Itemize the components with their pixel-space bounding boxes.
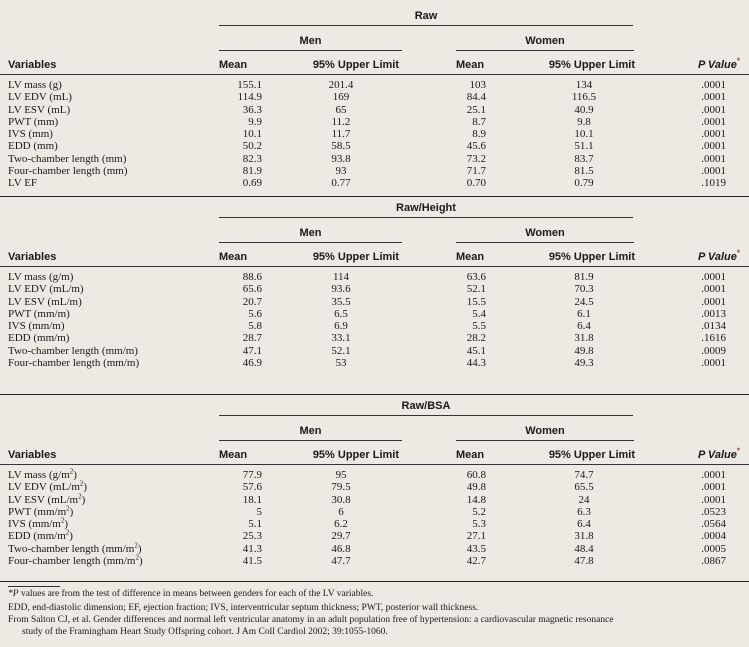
- column-header-p-value: [660, 56, 740, 71]
- row-label-tail: ): [137, 542, 142, 555]
- row-label: [8, 91, 72, 103]
- row-label-tail: ): [138, 554, 143, 567]
- column-header-men-mean: Mean: [219, 59, 248, 71]
- p-value-cell: .1616: [701, 332, 726, 345]
- women-upper-cell: 49.8: [574, 344, 594, 357]
- men-mean-cell: 82.3: [242, 152, 262, 165]
- row-label: [8, 540, 142, 555]
- row-label: [8, 530, 73, 542]
- men-mean-cell: 9.9: [248, 115, 262, 128]
- men-upper-cell: 47.7: [331, 554, 351, 567]
- p-value-cell: .0009: [701, 344, 726, 357]
- women-mean-cell: 5.5: [472, 320, 486, 332]
- section-title-rule: [219, 415, 633, 416]
- p-value-cell: .0001: [701, 115, 726, 128]
- women-mean-cell: 45.6: [466, 140, 486, 153]
- men-upper-cell: 65: [335, 103, 347, 116]
- group-title-men: Men: [299, 35, 322, 47]
- men-upper-cell: 6: [338, 505, 344, 518]
- women-mean-cell: 15.5: [466, 295, 486, 308]
- p-value-cell: .0001: [701, 103, 726, 116]
- men-mean-cell: 25.3: [242, 530, 262, 543]
- group-title-women: Women: [525, 425, 565, 437]
- row-label: [8, 153, 126, 165]
- row-label-text: LV mass (g): [8, 79, 62, 91]
- dagger-mark: *: [736, 248, 740, 258]
- men-upper-cell: 6.2: [334, 518, 348, 530]
- women-mean-cell: 27.1: [466, 530, 486, 543]
- p-value-cell: .0001: [701, 283, 726, 296]
- row-label-text: Four-chamber length (mm/m): [8, 356, 140, 369]
- row-label: [8, 116, 58, 128]
- men-upper-cell: 29.7: [331, 530, 351, 543]
- row-label-text: PWT (mm): [8, 115, 59, 128]
- column-header-women-mean: Mean: [456, 449, 485, 461]
- row-label-text: EDD (mm/m: [8, 530, 66, 543]
- p-value-cell: .0004: [701, 530, 726, 543]
- column-header-variables: Variables: [8, 59, 57, 71]
- p-value-cell: .0001: [701, 295, 726, 308]
- women-upper-cell: 81.9: [574, 271, 594, 283]
- dagger-mark: *: [736, 446, 740, 456]
- women-upper-cell: 24: [578, 493, 590, 506]
- footnote-abbreviations: EDD, end-diastolic dimension; EF, ejection fraction; IVS, interventricular septum thickness; PWT, posterior wall thickness.: [8, 603, 479, 613]
- men-mean-cell: 88.6: [242, 271, 262, 283]
- group-rule-women: [456, 440, 634, 441]
- row-label-text: LV mass (g/m: [8, 469, 70, 481]
- men-upper-cell: 79.5: [331, 481, 351, 494]
- men-mean-cell: 155.1: [237, 79, 262, 91]
- row-label: [8, 491, 86, 506]
- men-upper-cell: 169: [332, 91, 350, 104]
- row-label-text: LV ESV (mL): [8, 103, 71, 116]
- row-label-superscript: 2: [134, 540, 138, 549]
- men-mean-cell: 5.6: [248, 307, 262, 320]
- header-rule: [0, 464, 749, 465]
- p-value-cell: .0564: [701, 518, 726, 530]
- p-value-label: P Value: [697, 251, 737, 263]
- section-title: Raw/BSA: [401, 400, 451, 412]
- column-header-men-upper: 95% Upper Limit: [312, 251, 399, 263]
- p-value-cell: .0001: [701, 271, 726, 283]
- women-upper-cell: 83.7: [574, 152, 594, 165]
- p-value-cell: .0005: [701, 542, 726, 555]
- women-mean-cell: 42.7: [466, 554, 486, 567]
- section-title-rule: [219, 217, 633, 218]
- men-upper-cell: 93.6: [331, 283, 351, 296]
- men-mean-cell: 5: [256, 505, 262, 518]
- row-label-text: EDD (mm): [8, 140, 58, 153]
- row-label: [8, 555, 143, 567]
- row-label-tail: ): [73, 469, 77, 481]
- p-value-cell: .0001: [701, 493, 726, 506]
- women-mean-cell: 25.1: [466, 103, 486, 116]
- p-value-cell: .0001: [701, 469, 726, 481]
- column-header-variables: Variables: [8, 449, 57, 461]
- group-rule-men: [219, 242, 402, 243]
- row-label-tail: ): [69, 530, 73, 543]
- row-label: [8, 271, 73, 283]
- men-mean-cell: 0.69: [242, 177, 262, 189]
- women-mean-cell: 5.2: [472, 505, 486, 518]
- footnote-rule: [8, 586, 60, 587]
- row-label-tail: ): [69, 505, 74, 518]
- row-label-text: Two-chamber length (mm/m): [8, 344, 138, 357]
- women-upper-cell: 74.7: [574, 469, 594, 481]
- section-title: Raw: [414, 10, 438, 22]
- women-upper-cell: 10.1: [574, 128, 594, 140]
- group-rule-women: [456, 242, 634, 243]
- p-value-cell: .0001: [701, 152, 726, 165]
- women-upper-cell: 51.1: [574, 140, 594, 153]
- men-upper-cell: 0.77: [331, 177, 351, 189]
- row-label-text: PWT (mm/m): [8, 307, 70, 320]
- men-mean-cell: 46.9: [242, 356, 262, 369]
- women-upper-cell: 6.3: [577, 505, 591, 518]
- women-mean-cell: 71.7: [466, 164, 486, 177]
- row-label-text: LV ESV (mL/m): [8, 295, 82, 308]
- women-upper-cell: 70.3: [574, 283, 594, 296]
- p-value-cell: .0001: [701, 91, 726, 104]
- men-mean-cell: 20.7: [242, 295, 262, 308]
- row-label: [8, 308, 70, 320]
- row-label: [8, 104, 70, 116]
- women-upper-cell: 81.5: [574, 164, 594, 177]
- women-upper-cell: 0.79: [574, 177, 594, 189]
- women-upper-cell: 24.5: [574, 295, 594, 308]
- row-label: [8, 79, 62, 91]
- group-rule-women: [456, 50, 634, 51]
- women-upper-cell: 47.8: [574, 554, 594, 567]
- women-upper-cell: 9.8: [577, 115, 591, 128]
- p-value-cell: .0523: [701, 505, 726, 518]
- group-title-women: Women: [525, 227, 565, 239]
- women-upper-cell: 40.9: [574, 103, 594, 116]
- women-upper-cell: 48.4: [574, 542, 594, 555]
- row-label-text: Four-chamber length (mm): [8, 164, 128, 177]
- women-mean-cell: 8.9: [472, 128, 486, 140]
- women-upper-cell: 65.5: [574, 481, 594, 494]
- p-value-cell: .0001: [701, 356, 726, 369]
- women-upper-cell: 134: [575, 79, 593, 91]
- men-mean-cell: 36.3: [242, 103, 262, 116]
- women-upper-cell: 6.4: [577, 518, 591, 530]
- men-upper-cell: 52.1: [331, 344, 351, 357]
- men-mean-cell: 28.7: [242, 332, 262, 345]
- women-mean-cell: 5.3: [472, 518, 486, 530]
- footnote-source-cont: study of the Framingham Heart Study Offspring cohort. J Am Coll Cardiol 2002; 39:1055-1060.: [22, 627, 388, 637]
- men-upper-cell: 114: [332, 271, 350, 283]
- p-value-label: P Value: [697, 449, 737, 461]
- row-label-text: LV EDV (mL): [8, 91, 72, 104]
- p-value-cell: .0001: [701, 164, 726, 177]
- row-label-text: EDD (mm/m): [8, 332, 70, 345]
- row-label: [8, 128, 53, 140]
- men-upper-cell: 93.8: [331, 152, 351, 165]
- p-value-cell: .0867: [701, 554, 726, 567]
- row-label-text: PWT (mm/m: [8, 505, 67, 518]
- row-label: [8, 320, 65, 332]
- men-mean-cell: 41.5: [242, 554, 262, 567]
- women-mean-cell: 0.70: [466, 177, 486, 189]
- women-mean-cell: 14.8: [466, 493, 486, 506]
- men-upper-cell: 93: [335, 164, 347, 177]
- men-mean-cell: 5.8: [248, 320, 262, 332]
- row-label-superscript: 2: [135, 553, 139, 562]
- p-value-cell: .0134: [701, 320, 726, 332]
- row-label: [8, 357, 139, 369]
- section-top-rule: [0, 196, 749, 197]
- header-rule: [0, 74, 749, 75]
- dagger-mark: *: [736, 56, 740, 66]
- row-label-text: IVS (mm): [8, 128, 53, 140]
- row-label: [8, 469, 77, 481]
- p-value-cell: .0013: [701, 307, 726, 320]
- group-rule-men: [219, 50, 402, 51]
- column-header-men-upper: 95% Upper Limit: [312, 59, 399, 71]
- p-value-cell: .0001: [701, 140, 726, 153]
- column-header-men-upper: 95% Upper Limit: [312, 449, 399, 461]
- row-label: [8, 481, 87, 493]
- row-label-superscript: 2: [66, 504, 70, 513]
- men-upper-cell: 46.8: [331, 542, 351, 555]
- women-mean-cell: 5.4: [472, 307, 486, 320]
- men-upper-cell: 53: [335, 356, 347, 369]
- row-label-tail: ): [81, 493, 86, 506]
- column-header-men-mean: Mean: [219, 449, 248, 461]
- p-value-cell: .0001: [701, 481, 726, 494]
- section-title: Raw/Height: [396, 202, 456, 214]
- column-header-women-upper: 95% Upper Limit: [548, 59, 635, 71]
- group-title-women: Women: [525, 35, 565, 47]
- row-label: [8, 177, 37, 189]
- column-header-women-upper: 95% Upper Limit: [548, 449, 635, 461]
- row-label-text: Two-chamber length (mm): [8, 152, 127, 165]
- men-upper-cell: 11.7: [331, 128, 351, 140]
- men-mean-cell: 10.1: [242, 128, 262, 140]
- row-label-text: LV EF: [8, 177, 38, 189]
- column-header-p-value: [660, 248, 740, 263]
- women-mean-cell: 43.5: [466, 542, 486, 555]
- women-mean-cell: 73.2: [466, 152, 486, 165]
- row-label: [8, 165, 128, 177]
- column-header-women-upper: 95% Upper Limit: [548, 251, 635, 263]
- row-label-tail: ): [83, 481, 88, 494]
- women-mean-cell: 28.2: [466, 332, 486, 345]
- men-mean-cell: 18.1: [242, 493, 262, 506]
- column-header-women-mean: Mean: [456, 251, 485, 263]
- row-label-superscript: 2: [78, 491, 82, 500]
- women-upper-cell: 6.1: [577, 307, 591, 320]
- column-header-variables: Variables: [8, 251, 57, 263]
- p-value-cell: .1019: [701, 177, 726, 189]
- row-label-superscript: 2: [69, 467, 74, 476]
- men-upper-cell: 95: [335, 469, 347, 481]
- row-label: [8, 283, 84, 295]
- women-mean-cell: 49.8: [466, 481, 486, 494]
- men-upper-cell: 58.5: [331, 140, 351, 153]
- section-title-rule: [219, 25, 633, 26]
- women-upper-cell: 6.4: [577, 320, 591, 332]
- column-header-p-value: [660, 446, 740, 461]
- footnote-p-values: *P values are from the test of difference in means between genders for each of the LV variables.: [8, 589, 374, 599]
- row-label-text: LV EDV (mL/m): [8, 283, 84, 296]
- section-top-rule: [0, 394, 749, 395]
- women-upper-cell: 49.3: [574, 356, 594, 369]
- row-label-text: Four-chamber length (mm/m: [8, 554, 136, 567]
- row-label: [8, 296, 82, 308]
- women-mean-cell: 45.1: [466, 344, 486, 357]
- row-label-superscript: 2: [79, 479, 84, 488]
- row-label-text: IVS (mm/m): [8, 320, 65, 332]
- table-bottom-rule: [0, 581, 749, 582]
- p-value-cell: .0001: [701, 79, 726, 91]
- group-title-men: Men: [299, 227, 322, 239]
- men-mean-cell: 5.1: [248, 518, 262, 530]
- women-mean-cell: 84.4: [466, 91, 486, 104]
- women-mean-cell: 44.3: [466, 356, 486, 369]
- row-label: [8, 140, 58, 152]
- footnote-source: From Salton CJ, et al. Gender differences and normal left ventricular anatomy in an adult population free of hypertension: a cardiovascular magnetic resonance: [8, 615, 614, 625]
- row-label-superscript: 2: [65, 528, 70, 537]
- men-mean-cell: 47.1: [242, 344, 262, 357]
- men-mean-cell: 77.9: [242, 469, 262, 481]
- men-mean-cell: 65.6: [242, 283, 262, 296]
- group-rule-men: [219, 440, 402, 441]
- column-header-men-mean: Mean: [219, 251, 248, 263]
- women-upper-cell: 31.8: [574, 332, 594, 345]
- row-label: [8, 518, 68, 530]
- women-mean-cell: 8.7: [472, 115, 486, 128]
- men-mean-cell: 57.6: [242, 481, 262, 494]
- column-header-women-mean: Mean: [456, 59, 485, 71]
- women-mean-cell: 52.1: [466, 283, 486, 296]
- row-label-text: IVS (mm/m: [8, 518, 61, 530]
- women-mean-cell: 63.6: [466, 271, 486, 283]
- row-label: [8, 345, 138, 357]
- header-rule: [0, 266, 749, 267]
- row-label-text: LV EDV (mL/m: [8, 481, 80, 494]
- women-mean-cell: 103: [469, 79, 486, 91]
- men-upper-cell: 11.2: [331, 115, 351, 128]
- row-label-tail: ): [64, 518, 69, 530]
- men-upper-cell: 201.4: [328, 79, 354, 91]
- women-upper-cell: 31.8: [574, 530, 594, 543]
- row-label-text: LV ESV (mL/m: [8, 493, 79, 506]
- row-label-superscript: 2: [60, 516, 65, 525]
- men-upper-cell: 6.9: [334, 320, 348, 332]
- women-mean-cell: 60.8: [466, 469, 486, 481]
- men-mean-cell: 50.2: [242, 140, 262, 153]
- p-value-label: P Value: [697, 59, 737, 71]
- men-mean-cell: 81.9: [242, 164, 262, 177]
- group-title-men: Men: [299, 425, 322, 437]
- men-mean-cell: 41.3: [242, 542, 262, 555]
- row-label: [8, 332, 69, 344]
- men-upper-cell: 33.1: [331, 332, 351, 345]
- men-upper-cell: 6.5: [334, 307, 348, 320]
- women-upper-cell: 116.5: [571, 91, 597, 104]
- row-label-text: LV mass (g/m): [8, 271, 74, 283]
- men-mean-cell: 114.9: [237, 91, 262, 104]
- p-value-cell: .0001: [701, 128, 726, 140]
- men-upper-cell: 30.8: [331, 493, 351, 506]
- row-label-text: Two-chamber length (mm/m: [8, 542, 135, 555]
- men-upper-cell: 35.5: [331, 295, 351, 308]
